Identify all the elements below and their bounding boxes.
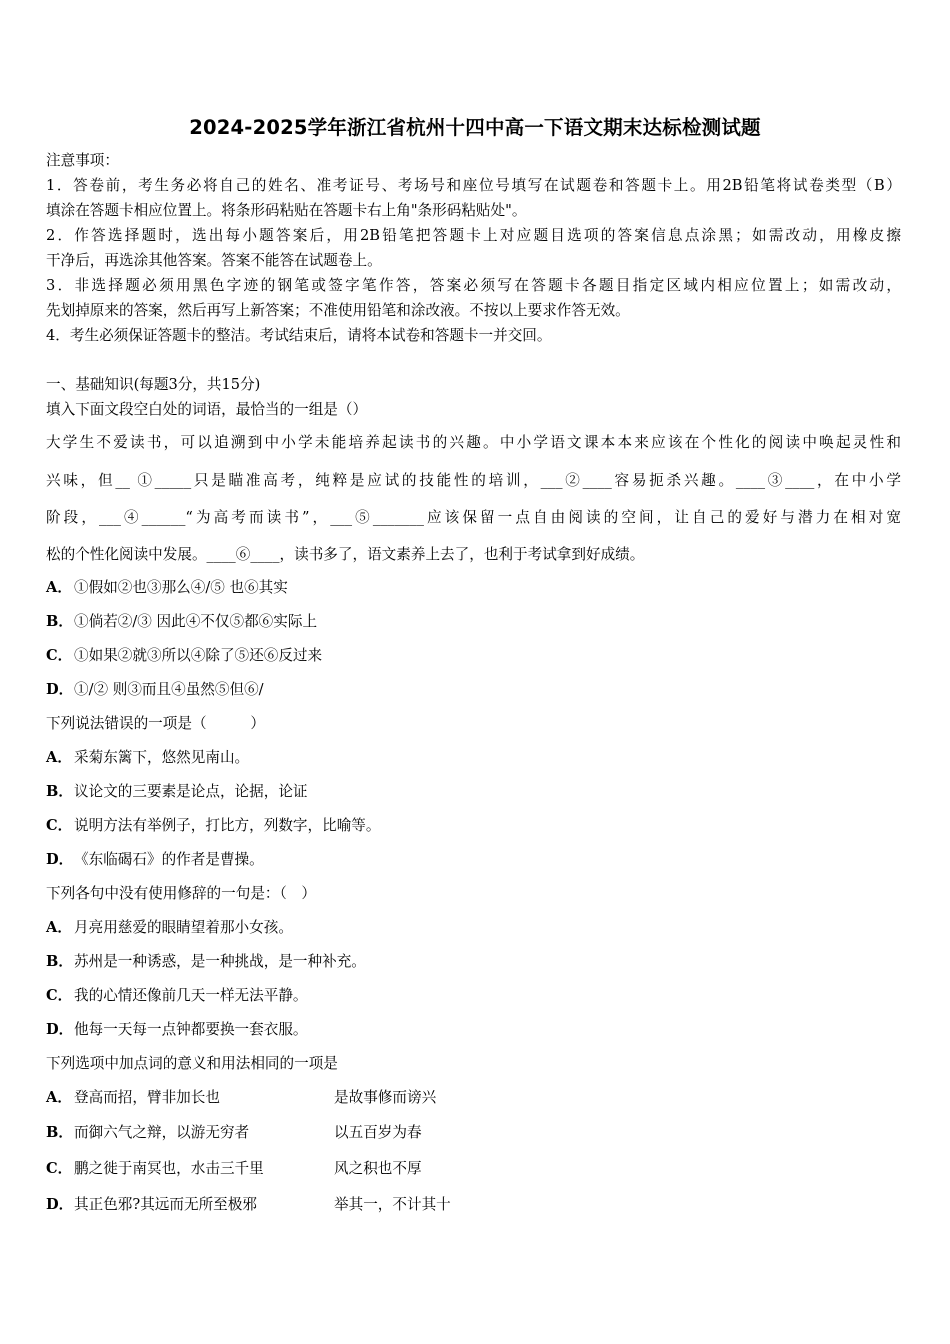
option-text-right: 风之积也不厚 (334, 1160, 422, 1177)
option-label: D． (46, 681, 74, 698)
notice-line: 干净后，再选涂其他答案。答案不能答在试题卷上。 (46, 252, 382, 269)
option-text: 说明方法有举例子，打比方，列数字，比喻等。 (74, 817, 381, 834)
option-text: ①如果②就③所以④除了⑤还⑥反过来 (74, 647, 323, 664)
option-text: 议论文的三要素是论点，论据，论证 (74, 783, 308, 800)
option-label: D． (46, 1196, 74, 1213)
option-label: B． (46, 953, 73, 970)
option-text: 《东临碣石》的作者是曹操。 (74, 851, 264, 868)
option-b (46, 782, 308, 802)
option-a (46, 748, 249, 768)
notice-line: 先划掉原来的答案，然后再写上新答案；不准使用铅笔和涂改液。不按以上要求作答无效。 (46, 302, 630, 319)
option-a (46, 1088, 220, 1108)
option-text-right: 是故事修而谤兴 (334, 1089, 437, 1106)
option-label: D． (46, 1021, 74, 1038)
section-heading: 一、基础知识(每题3分，共15分) (46, 376, 261, 393)
option-label: A． (46, 1089, 72, 1106)
question-stem: 下列各句中没有使用修辞的一句是：（ ） (46, 885, 316, 902)
option-text-left: 鹏之徙于南冥也，水击三千里 (74, 1160, 264, 1177)
option-label: B． (46, 613, 73, 630)
option-text: 月亮用慈爱的眼睛望着那小女孩。 (74, 919, 293, 936)
option-text-left: 而御六气之辩，以游无穷者 (74, 1124, 250, 1141)
passage-line: 兴味，但__ ①_____只是瞄准高考，纯粹是应试的技能性的培训，___②____容易扼杀兴趣。____③____，在中小学 (46, 472, 901, 489)
option-text-left: 登高而招，臂非加长也 (74, 1089, 220, 1106)
option-text: 我的心情还像前几天一样无法平静。 (74, 987, 308, 1004)
passage-line: 阶段，___④______“为高考而读书”，___⑤_______应该保留一点自由阅读的空间，让自己的爱好与潜力在相对宽 (46, 509, 901, 526)
question-stem: 填入下面文段空白处的词语，最恰当的一组是（） (46, 401, 368, 418)
option-label: C． (46, 1160, 73, 1177)
option-label: B． (46, 1124, 73, 1141)
option-b (46, 1123, 249, 1143)
option-label: D． (46, 851, 74, 868)
notice-line: 1．答卷前，考生务必将自己的姓名、准考证号、考场号和座位号填写在试题卷和答题卡上。用2B铅笔将试卷类型（B） (46, 177, 901, 194)
option-text-left: 其正色邪?其远而无所至极邪 (74, 1196, 257, 1213)
option-text: 采菊东篱下，悠然见南山。 (74, 749, 250, 766)
option-c (46, 1159, 264, 1179)
notice-line: 2．作答选择题时，选出每小题答案后，用2B铅笔把答题卡上对应题目选项的答案信息点涂黑；如需改动，用橡皮擦 (46, 227, 901, 244)
passage-line: 大学生不爱读书，可以追溯到中小学未能培养起读书的兴趣。中小学语文课本本来应该在个性化的阅读中唤起灵性和 (46, 434, 901, 451)
notice-heading: 注意事项： (46, 152, 119, 169)
option-b (46, 612, 317, 632)
page-title: 2024-2025学年浙江省杭州十四中高一下语文期末达标检测试题 (189, 116, 761, 139)
option-d (46, 680, 264, 700)
notice-line: 填涂在答题卡相应位置上。将条形码粘贴在答题卡右上角"条形码粘贴处"。 (46, 202, 527, 219)
option-c (46, 816, 380, 836)
option-label: C． (46, 817, 73, 834)
option-text: 苏州是一种诱惑，是一种挑战，是一种补充。 (74, 953, 366, 970)
notice-line: 4．考生必须保证答题卡的整洁。考试结束后，请将本试卷和答题卡一并交回。 (46, 327, 552, 344)
option-label: A． (46, 749, 72, 766)
option-label: A． (46, 579, 72, 596)
option-label: A． (46, 919, 72, 936)
option-label: B． (46, 783, 73, 800)
option-a (46, 578, 288, 598)
option-b (46, 952, 366, 972)
option-text: 他每一天每一点钟都要换一套衣服。 (74, 1021, 308, 1038)
option-d (46, 1020, 308, 1040)
option-text: ①倘若②/③ 因此④不仅⑤都⑥实际上 (74, 613, 318, 630)
option-text-right: 举其一，不计其十 (334, 1196, 451, 1213)
option-c (46, 646, 322, 666)
option-d (46, 850, 264, 870)
option-text-right: 以五百岁为春 (334, 1124, 422, 1141)
option-d (46, 1195, 257, 1215)
question-stem: 下列说法错误的一项是（ ） (46, 715, 265, 732)
question-stem: 下列选项中加点词的意义和用法相同的一项是 (46, 1055, 338, 1072)
option-a (46, 918, 293, 938)
option-label: C． (46, 647, 73, 664)
notice-line: 3．非选择题必须用黑色字迹的钢笔或签字笔作答，答案必须写在答题卡各题目指定区域内相应位置上；如需改动， (46, 277, 901, 294)
option-text: ①/② 则③而且④虽然⑤但⑥/ (74, 681, 264, 698)
option-text: ①假如②也③那么④/⑤ 也⑥其实 (74, 579, 288, 596)
option-label: C． (46, 987, 73, 1004)
passage-line: 松的个性化阅读中发展。____⑥____，读书多了，语文素养上去了，也利于考试拿到好成绩。 (46, 546, 645, 563)
option-c (46, 986, 308, 1006)
